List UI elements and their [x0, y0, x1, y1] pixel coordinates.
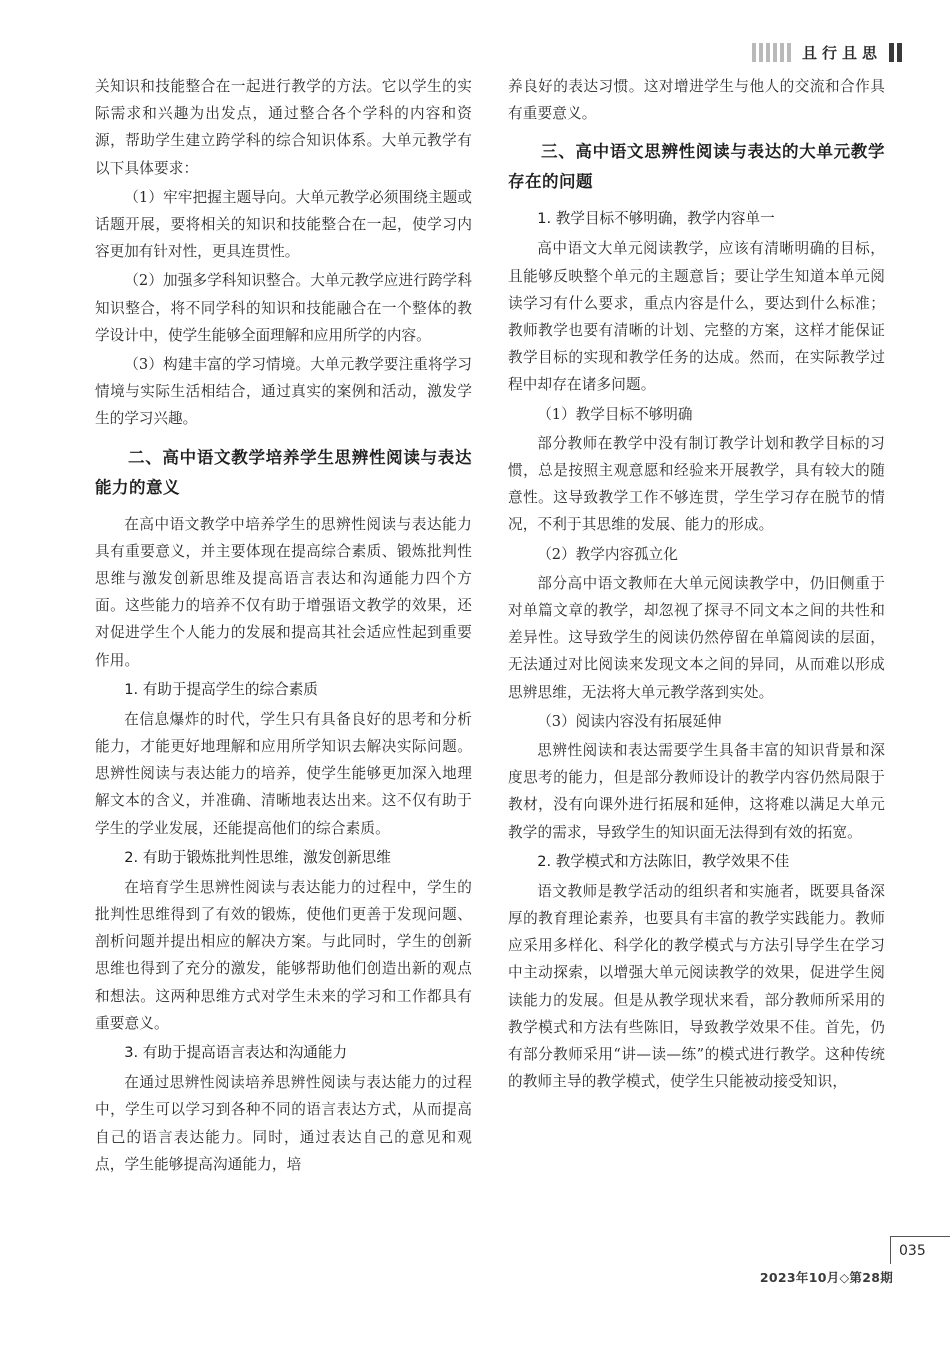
paragraph: 在信息爆炸的时代，学生只有具备良好的思考和分析能力，才能更好地理解和应用所学知识去解决实际问题。思辨性阅读与表达能力的培养，使学生能够更加深入地理解文本的含义，并准确、清晰地表达出来。这不仅有助于学生的学业发展，还能提高他们的综合素质。 — [95, 710, 472, 837]
paragraph: 在高中语文教学中培养学生的思辨性阅读与表达能力具有重要意义，并主要体现在提高综合素质、锻炼批判性思维与激发创新思维及提高语言表达和沟通能力四个方面。这些能力的培养不仅有助于增强语文教学的效果，还对促进学生个人能力的发展和提高其社会适应性起到重要作用。 — [95, 515, 472, 669]
subsection-heading: 1. 有助于提高学生的综合素质 — [124, 680, 318, 698]
issue-label: 2023年10月◇第28期 — [759, 1270, 893, 1285]
subsection-heading: 3. 有助于提高语言表达和沟通能力 — [124, 1044, 348, 1062]
section-heading: 二、高中语文教学培养学生思辨性阅读与表达能力的意义 — [95, 447, 472, 497]
paragraph: 在培育学生思辨性阅读与表达能力的过程中，学生的批判性思维得到了有效的锻炼，使他们更善于发现问题、剖析问题并提出相应的解决方案。与此同时，学生的创新思维也得到了充分的激发，能够帮助他们创造出新的观点和想法。这两种思维方式对学生未来的学习和工作都具有重要意义。 — [95, 878, 472, 1032]
column-title: 且行且思 — [801, 43, 882, 62]
subsection-heading: 1. 教学目标不够明确，教学内容单一 — [537, 210, 775, 228]
running-header — [752, 41, 902, 63]
header-dark-bars — [886, 43, 902, 62]
list-heading: （2）教学内容孤立化 — [537, 545, 678, 563]
paragraph: 思辨性阅读和表达需要学生具备丰富的知识背景和深度思考的能力，但是部分教师设计的教学内容仍然局限于教材，没有向课外进行拓展和延伸，这将难以满足大单元教学的需求，导致学生的知识面无法得到有效的拓宽。 — [508, 742, 885, 841]
subsection-heading: 2. 有助于锻炼批判性思维，激发创新思维 — [124, 848, 391, 866]
paragraph: 在通过思辨性阅读培养思辨性阅读与表达能力的过程中，学生可以学习到各种不同的语言表达方式，从而提高自己的语言表达能力。同时，通过表达自己的意见和观点，学生能够提高沟通能力，培 — [95, 1074, 472, 1173]
list-heading: （3）阅读内容没有拓展延伸 — [537, 712, 722, 730]
requirement-item: （2）加强多学科知识整合。大单元教学应进行跨学科知识整合，将不同学科的知识和技能融合在一个整体的教学设计中，使学生能够全面理解和应用所学的内容。 — [95, 272, 472, 344]
paragraph: 高中语文大单元阅读教学，应该有清晰明确的目标，且能够反映整个单元的主题意旨；要让学生知道本单元阅读学习有什么要求，重点内容是什么，要达到什么标准；教师教学也要有清晰的计划、完整的方案，这样才能保证教学目标的实现和教学任务的达成。然而，在实际教学过程中却存在诸多问题。 — [508, 240, 885, 394]
page-number: 035 — [890, 1236, 950, 1264]
requirement-item: （3）构建丰富的学习情境。大单元教学要注重将学习情境与实际生活相结合，通过真实的案例和活动，激发学生的学习兴趣。 — [95, 356, 472, 428]
list-heading: （1）教学目标不够明确 — [537, 405, 693, 423]
left-column — [95, 73, 472, 1180]
subsection-heading: 2. 教学模式和方法陈旧，教学效果不佳 — [537, 852, 790, 870]
paragraph: 语文教师是教学活动的组织者和实施者，既要具备深厚的教育理论素养，也要具有丰富的教学实践能力。教师应采用多样化、科学化的教学模式与方法引导学生在学习中主动探索，以增强大单元阅读教学的效果，促进学生阅读能力的发展。但是从教学现状来看，部分教师所采用的教学模式和方法有些陈旧，导致教学效果不佳。首先，仍有部分教师采用“讲—读—练”的模式进行教学。这种传统的教师主导的教学模式，使学生只能被动接受知识， — [508, 882, 885, 1091]
paragraph: 养良好的表达习惯。这对增进学生与他人的交流和合作具有重要意义。 — [508, 78, 885, 123]
right-column — [508, 73, 885, 1098]
paragraph: 关知识和技能整合在一起进行教学的方法。它以学生的实际需求和兴趣为出发点，通过整合各个学科的内容和资源，帮助学生建立跨学科的综合知识体系。大单元教学有以下具体要求： — [95, 78, 472, 177]
paragraph: 部分高中语文教师在大单元阅读教学中，仍旧侧重于对单篇文章的教学，却忽视了探寻不同文本之间的共性和差异性。这导致学生的阅读仍然停留在单篇阅读的层面，无法通过对比阅读来发现文本之间的异同，从而难以形成思辨思维，无法将大单元教学落到实处。 — [508, 574, 885, 701]
paragraph: 部分教师在教学中没有制订教学计划和教学目标的习惯，总是按照主观意愿和经验来开展教学，具有较大的随意性。这导致教学工作不够连贯，学生学习存在脱节的情况，不利于其思维的发展、能力的形成。 — [508, 434, 885, 534]
requirement-item: （1）牢牢把握主题导向。大单元教学必须围绕主题或话题开展，要将相关的知识和技能整合在一起，使学习内容更加有针对性，更具连贯性。 — [95, 188, 472, 261]
section-heading: 三、高中语文思辨性阅读与表达的大单元教学存在的问题 — [508, 142, 885, 192]
header-light-bars — [752, 43, 794, 62]
